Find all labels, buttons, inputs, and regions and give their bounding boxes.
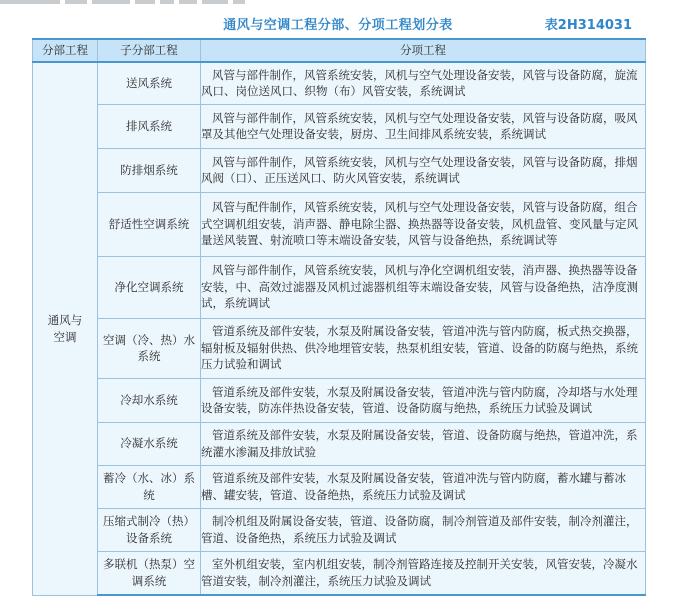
header-division: 分部工程 [33, 39, 98, 62]
header-row [33, 39, 646, 62]
sub-division-cell: 压缩式制冷（热）设备系统 [98, 508, 201, 551]
table-row [33, 62, 646, 104]
table-row [33, 508, 646, 551]
sub-division-cell: 净化空调系统 [98, 256, 201, 318]
table-caption [32, 14, 644, 34]
sub-division-cell: 多联机（热泵）空调系统 [98, 551, 201, 595]
sub-division-cell: 排风系统 [98, 104, 201, 148]
division-cell [33, 62, 98, 595]
table-number: 表2H314031 [544, 18, 632, 33]
sub-division-cell: 防排烟系统 [98, 148, 201, 192]
table-row [33, 465, 646, 508]
table-row [33, 551, 646, 595]
sub-division-cell: 冷却水系统 [98, 378, 201, 422]
header-items: 分项工程 [201, 39, 646, 62]
table-row [33, 148, 646, 192]
items-cell: 风管与部件制作，风管系统安装，风机与空气处理设备安装，风管与设备防腐，吸风罩及其他空气处理设备安装，厨房、卫生间排风系统安装，系统调试 [201, 104, 646, 148]
header-sub-division: 子分部工程 [98, 39, 201, 62]
items-cell: 管道系统及部件安装，水泵及附属设备安装，管道冲洗与管内防腐，蓄水罐与蓄冰槽、罐安装，管道、设备绝热，系统压力试验及调试 [201, 465, 646, 508]
items-cell: 风管与部件制作，风管系统安装，风机与空气处理设备安装，风管与设备防腐，排烟风阀（口）、正压送风口、防火风管安装，系统调试 [201, 148, 646, 192]
sub-division-cell: 蓄冷（水、冰）系统 [98, 465, 201, 508]
table-row [33, 378, 646, 422]
table-row [33, 104, 646, 148]
table-row [33, 422, 646, 465]
items-cell: 管道系统及部件安装，水泵及附属设备安装，管道、设备防腐与绝热，管道冲洗，系统灌水渗漏及排放试验 [201, 422, 646, 465]
items-cell: 风管与部件制作，风管系统安装，风机与空气处理设备安装，风管与设备防腐，旋流风口、岗位送风口、织物（布）风管安装，系统调试 [201, 62, 646, 104]
table-row [33, 256, 646, 318]
sub-division-cell: 冷凝水系统 [98, 422, 201, 465]
items-cell: 风管与配件制作，风管系统安装，风机与空气处理设备安装，风管与设备防腐，组合式空调机组安装，消声器、静电除尘器、换热器等设备安装，风机盘管、变风量与定风量送风装置、射流喷口等末端设备安装，风管与设备绝热，系统调试等 [201, 192, 646, 256]
division-label: 通风与 空调 [47, 313, 83, 344]
division-table [32, 38, 646, 596]
sub-division-cell: 送风系统 [98, 62, 201, 104]
sub-division-cell: 舒适性空调系统 [98, 192, 201, 256]
items-cell: 管道系统及部件安装，水泵及附属设备安装，管道冲洗与管内防腐，冷却塔与水处理设备安装，防冻伴热设备安装，管道、设备防腐与绝热，系统压力试验及调试 [201, 378, 646, 422]
items-cell: 风管与部件制作，风管系统安装，风机与净化空调机组安装，消声器、换热器等设备安装，中、高效过滤器及风机过滤器机组等末端设备安装，风管与设备绝热，洁净度测试，系统调试 [201, 256, 646, 318]
sub-division-cell: 空调（冷、热）水系统 [98, 318, 201, 378]
cropped-text-strip [0, 0, 678, 6]
table-row [33, 318, 646, 378]
table-title: 通风与空调工程分部、分项工程划分表 [223, 18, 453, 33]
items-cell: 制冷机组及附属设备安装，管道、设备防腐，制冷剂管道及部件安装，制冷剂灌注，管道、设备绝热，系统压力试验及调试 [201, 508, 646, 551]
table-row [33, 192, 646, 256]
items-cell: 管道系统及部件安装，水泵及附属设备安装，管道冲洗与管内防腐，板式热交换器，辐射板及辐射供热、供冷地埋管安装，热泵机组安装，管道、设备的防腐与绝热，系统压力试验和调试 [201, 318, 646, 378]
items-cell: 室外机组安装，室内机组安装，制冷剂管路连接及控制开关安装，风管安装，冷凝水管道安装，制冷剂灌注，系统压力试验及调试 [201, 551, 646, 595]
